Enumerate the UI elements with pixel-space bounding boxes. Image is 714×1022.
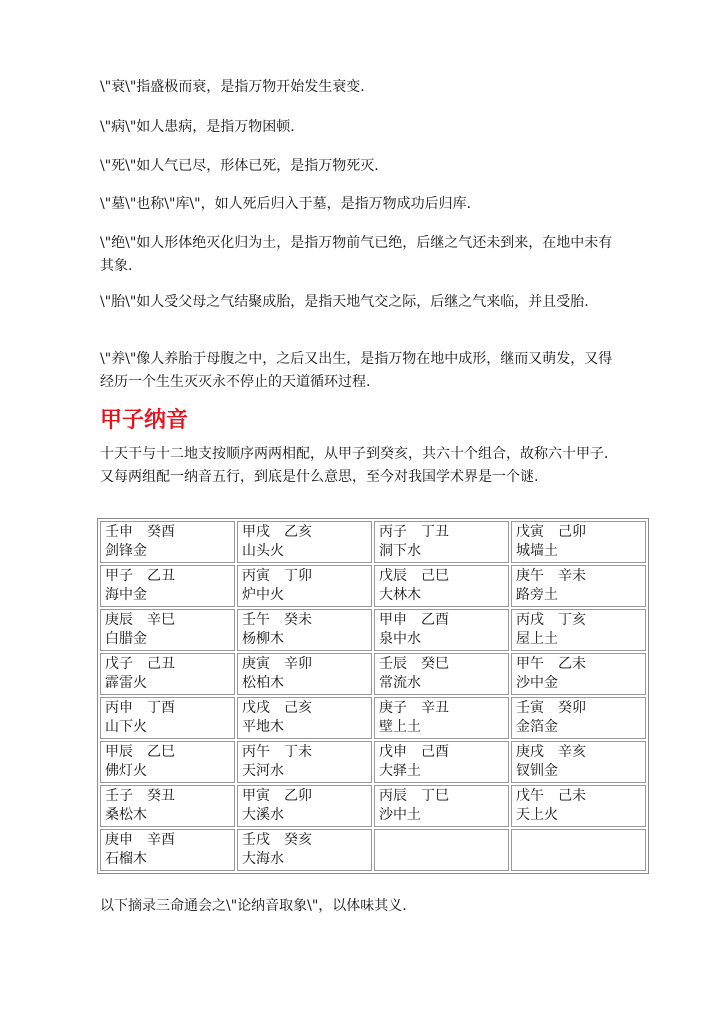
table-cell bbox=[237, 829, 372, 871]
table-cell bbox=[100, 697, 235, 739]
table-cell bbox=[237, 653, 372, 695]
nayin-name: 松柏木 bbox=[242, 675, 284, 691]
nayin-name: 路旁土 bbox=[516, 587, 558, 603]
nayin-name: 大林木 bbox=[379, 587, 421, 603]
paragraph-si: \"死\"如人气已尽，形体已死，是指万物死灭. bbox=[100, 158, 379, 174]
ganzhi-pair: 甲辰 乙巳 bbox=[105, 744, 175, 760]
ganzhi-pair: 壬午 癸未 bbox=[242, 612, 312, 628]
ganzhi-pair: 壬辰 癸巳 bbox=[379, 656, 449, 672]
table-row bbox=[100, 653, 646, 695]
ganzhi-pair: 壬寅 癸卯 bbox=[516, 700, 586, 716]
table-cell bbox=[237, 609, 372, 651]
table-cell bbox=[100, 609, 235, 651]
table-cell bbox=[100, 653, 235, 695]
nayin-name: 山头火 bbox=[242, 543, 284, 559]
ganzhi-pair: 戊子 己丑 bbox=[105, 656, 175, 672]
table-cell bbox=[511, 565, 646, 607]
nayin-name: 泉中水 bbox=[379, 631, 421, 647]
paragraph-shuai: \"衰\"指盛极而衰，是指万物开始发生衰变. bbox=[100, 79, 365, 95]
footer-paragraph: 以下摘录三命通会之\"论纳音取象\"，以体味其义. bbox=[100, 898, 407, 914]
ganzhi-pair: 甲子 乙丑 bbox=[105, 568, 175, 584]
table-cell bbox=[374, 829, 509, 871]
table-cell bbox=[374, 741, 509, 783]
table-cell bbox=[374, 565, 509, 607]
nayin-name: 杨柳木 bbox=[242, 631, 284, 647]
nayin-name: 金箔金 bbox=[516, 719, 558, 735]
nayin-table bbox=[97, 518, 649, 874]
nayin-name: 海中金 bbox=[105, 587, 147, 603]
paragraph-bing: \"病\"如人患病，是指万物困顿. bbox=[100, 119, 295, 135]
nayin-name: 白腊金 bbox=[105, 631, 147, 647]
paragraph-tai: \"胎\"如人受父母之气结聚成胎，是指天地气交之际，后继之气来临，并且受胎. bbox=[100, 294, 589, 310]
table-cell bbox=[511, 741, 646, 783]
nayin-name: 常流水 bbox=[379, 675, 421, 691]
ganzhi-pair: 戊寅 己卯 bbox=[516, 524, 586, 540]
nayin-name: 沙中土 bbox=[379, 807, 421, 823]
ganzhi-pair: 甲戌 乙亥 bbox=[242, 524, 312, 540]
table-row bbox=[100, 741, 646, 783]
nayin-name: 天上火 bbox=[516, 807, 558, 823]
table-cell bbox=[237, 785, 372, 827]
table-row bbox=[100, 521, 646, 563]
ganzhi-pair: 丙寅 丁卯 bbox=[242, 568, 312, 584]
nayin-name: 大海水 bbox=[242, 851, 284, 867]
nayin-name: 炉中火 bbox=[242, 587, 284, 603]
table-cell bbox=[374, 609, 509, 651]
ganzhi-pair: 甲寅 乙卯 bbox=[242, 788, 312, 804]
table-cell bbox=[237, 521, 372, 563]
table-cell bbox=[511, 609, 646, 651]
paragraph-jue: \"绝\"如人形体绝灭化归为土，是指万物前气已绝，后继之气还未到来，在地中未有其象. bbox=[100, 235, 613, 274]
table-cell bbox=[100, 741, 235, 783]
nayin-name: 桑松木 bbox=[105, 807, 147, 823]
ganzhi-pair: 丙午 丁未 bbox=[242, 744, 312, 760]
ganzhi-pair: 丙戌 丁亥 bbox=[516, 612, 586, 628]
nayin-name: 平地木 bbox=[242, 719, 284, 735]
ganzhi-pair: 壬申 癸酉 bbox=[105, 524, 175, 540]
nayin-name: 天河水 bbox=[242, 763, 284, 779]
nayin-name: 沙中金 bbox=[516, 675, 558, 691]
table-cell bbox=[511, 785, 646, 827]
table-cell bbox=[374, 521, 509, 563]
section-intro: 十天干与十二地支按顺序两两相配，从甲子到癸亥，共六十个组合，故称六十甲子．又每两组配一纳音五行，到底是什么意思，至今对我国学术界是一个谜. bbox=[100, 446, 618, 485]
nayin-name: 大驿土 bbox=[379, 763, 421, 779]
ganzhi-pair: 庚辰 辛巳 bbox=[105, 612, 175, 628]
nayin-name: 剑锋金 bbox=[105, 543, 147, 559]
ganzhi-pair: 庚子 辛丑 bbox=[379, 700, 449, 716]
table-cell bbox=[511, 521, 646, 563]
paragraph-mu: \"墓\"也称\"库\"，如人死后归入于墓，是指万物成功后归库. bbox=[100, 196, 472, 212]
table-cell bbox=[100, 829, 235, 871]
ganzhi-pair: 庚午 辛未 bbox=[516, 568, 586, 584]
ganzhi-pair: 戊申 己酉 bbox=[379, 744, 449, 760]
nayin-name: 钗钏金 bbox=[516, 763, 558, 779]
ganzhi-pair: 庚戌 辛亥 bbox=[516, 744, 586, 760]
ganzhi-pair: 丙子 丁丑 bbox=[379, 524, 449, 540]
table-row bbox=[100, 609, 646, 651]
table-row bbox=[100, 697, 646, 739]
nayin-name: 佛灯火 bbox=[105, 763, 147, 779]
table-row bbox=[100, 565, 646, 607]
ganzhi-pair: 戊辰 己巳 bbox=[379, 568, 449, 584]
ganzhi-pair: 壬戌 癸亥 bbox=[242, 832, 312, 848]
ganzhi-pair: 丙辰 丁巳 bbox=[379, 788, 449, 804]
table-cell bbox=[374, 785, 509, 827]
table-row bbox=[100, 829, 646, 871]
ganzhi-pair: 戊午 己未 bbox=[516, 788, 586, 804]
ganzhi-pair: 丙申 丁酉 bbox=[105, 700, 175, 716]
ganzhi-pair: 甲午 乙未 bbox=[516, 656, 586, 672]
section-title: 甲子纳音 bbox=[100, 408, 189, 433]
ganzhi-pair: 庚寅 辛卯 bbox=[242, 656, 312, 672]
ganzhi-pair: 戊戌 己亥 bbox=[242, 700, 312, 716]
nayin-name: 石榴木 bbox=[105, 851, 147, 867]
table-row bbox=[100, 785, 646, 827]
table-cell bbox=[237, 697, 372, 739]
table-cell bbox=[237, 565, 372, 607]
table-cell bbox=[374, 697, 509, 739]
nayin-name: 大溪水 bbox=[242, 807, 284, 823]
table-cell bbox=[100, 565, 235, 607]
ganzhi-pair: 壬子 癸丑 bbox=[105, 788, 175, 804]
ganzhi-pair: 庚申 辛酉 bbox=[105, 832, 175, 848]
table-cell bbox=[100, 521, 235, 563]
nayin-name: 霹雷火 bbox=[105, 675, 147, 691]
nayin-name: 洞下水 bbox=[379, 543, 421, 559]
table-cell bbox=[100, 785, 235, 827]
table-cell bbox=[511, 829, 646, 871]
ganzhi-pair: 甲申 乙酉 bbox=[379, 612, 449, 628]
table-cell bbox=[511, 653, 646, 695]
table-cell bbox=[237, 741, 372, 783]
nayin-name: 壁上土 bbox=[379, 719, 421, 735]
nayin-name: 城墙土 bbox=[516, 543, 558, 559]
table-cell bbox=[511, 697, 646, 739]
nayin-name: 屋上土 bbox=[516, 631, 558, 647]
table-cell bbox=[374, 653, 509, 695]
paragraph-yang: \"养\"像人养胎于母腹之中，之后又出生，是指万物在地中成形，继而又萌发，又得经历一个生生灭灭永不停止的天道循环过程. bbox=[100, 351, 613, 390]
nayin-name: 山下火 bbox=[105, 719, 147, 735]
